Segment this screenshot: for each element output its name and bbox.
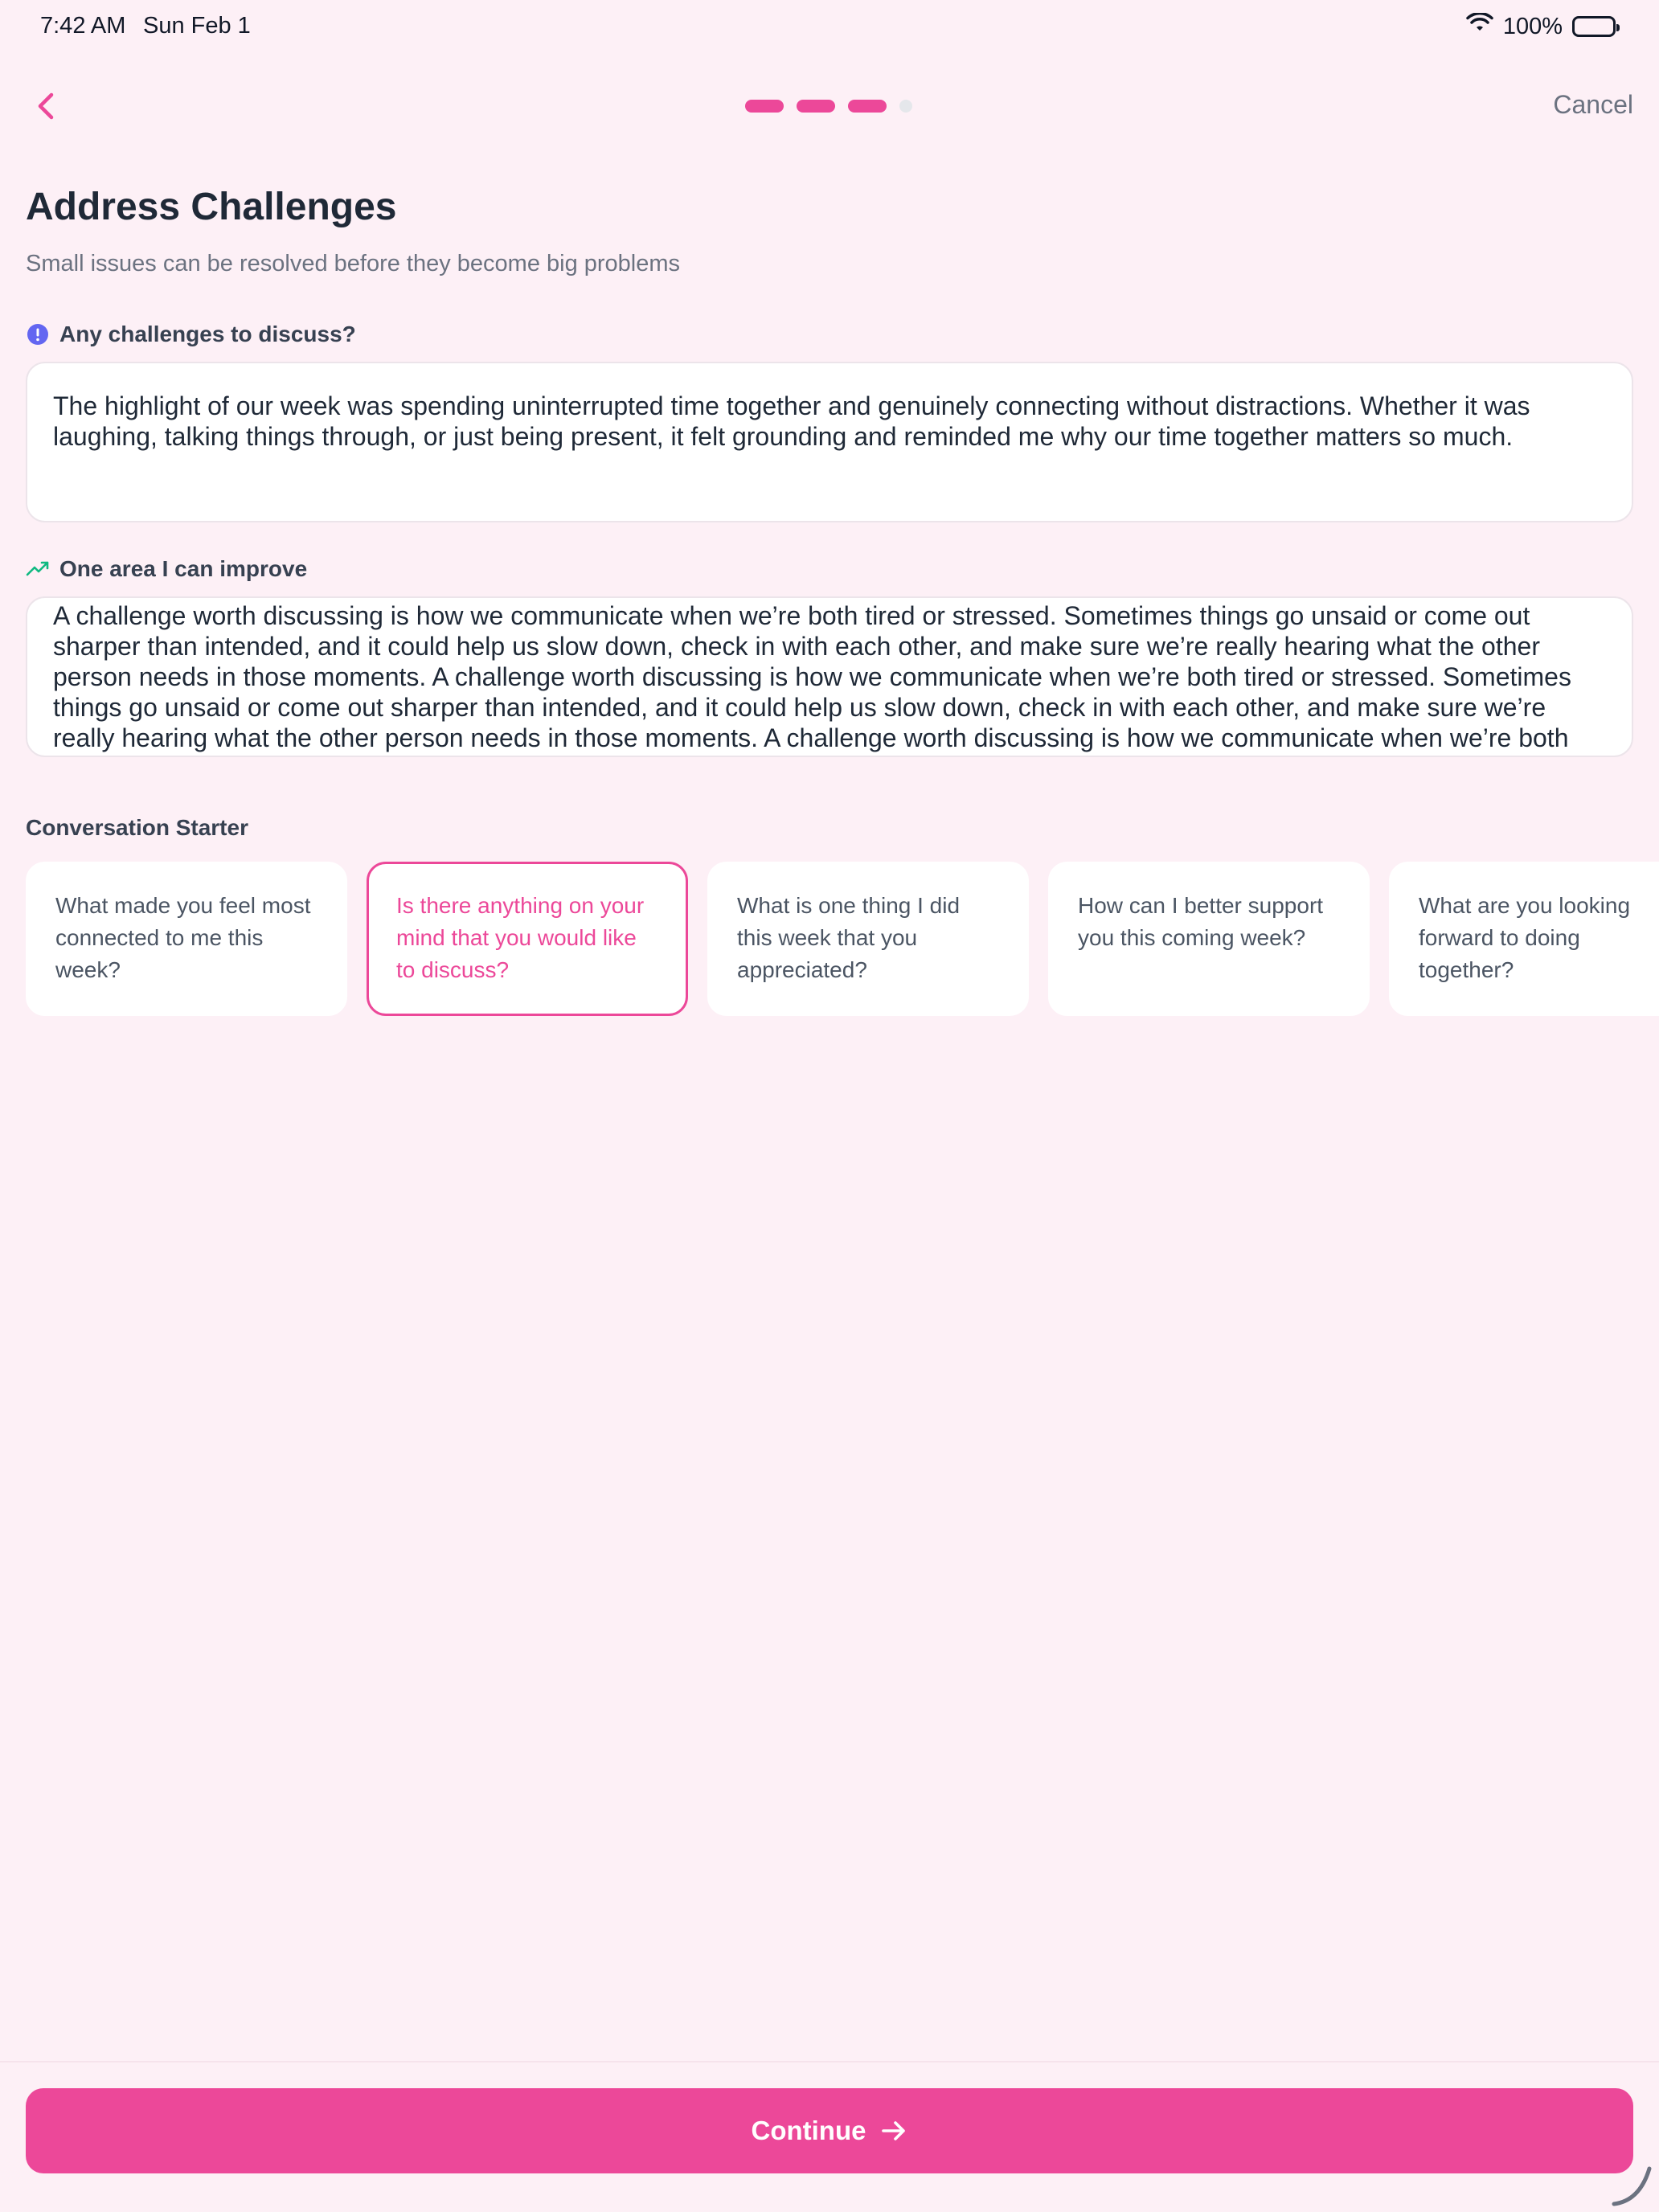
challenges-label-text: Any challenges to discuss? (59, 322, 356, 346)
status-time: 7:42 AM (40, 13, 126, 39)
alert-circle-icon (26, 322, 50, 346)
conversation-starter-title: Conversation Starter (26, 815, 248, 840)
improve-text: A challenge worth discussing is how we communicate when we’re both tired or stressed. Sometimes things go unsaid or come out sharper than intended, and it could help us slow down, check in with each other, and make sure we’re really hearing what the other person needs in those moments. A challenge worth discussing is how we communicate when we’re both tired or stressed. Sometimes things go unsaid or come out sharper than intended, and it could help us slow down, check in with each other, and make sure we’re really hearing what the other person needs in those moments. A challenge worth discussing is how we communicate when we’re both (53, 601, 1571, 752)
challenges-textarea[interactable] (26, 362, 1633, 522)
conversation-starter-carousel[interactable] (26, 862, 1659, 1016)
page-subtitle: Small issues can be resolved before they become big problems (26, 251, 681, 276)
status-indicators (1466, 13, 1616, 40)
conversation-starter-card[interactable]: What is one thing I did this week that you appreciated? (707, 862, 1029, 1016)
progress-step-pending (899, 100, 912, 113)
page-title: Address Challenges (26, 186, 397, 228)
battery-percent: 100% (1502, 13, 1563, 39)
nav-bar (0, 80, 1659, 132)
conversation-starter-card[interactable]: What are you looking forward to doing together? (1389, 862, 1659, 1016)
progress-step-complete (848, 100, 887, 113)
progress-step-complete (797, 100, 835, 113)
battery-icon (1572, 16, 1616, 37)
cancel-button[interactable]: Cancel (1553, 90, 1633, 119)
improve-textarea[interactable] (26, 596, 1633, 757)
challenges-text: The highlight of our week was spending uninterrupted time together and genuinely connecting without distractions. Whether it was laughing, talking things through, or just being present, it felt grounding and reminded me why our time together matters so much. (53, 391, 1530, 451)
continue-button[interactable] (26, 2088, 1633, 2173)
footer-divider (0, 2061, 1659, 2062)
improve-label (26, 556, 307, 582)
continue-label: Continue (751, 2116, 866, 2145)
back-button[interactable] (31, 88, 63, 124)
step-progress-indicator (745, 100, 912, 113)
trending-up-icon (26, 557, 50, 581)
improve-label-text: One area I can improve (59, 556, 308, 581)
progress-step-complete (745, 100, 784, 113)
challenges-label (26, 322, 356, 347)
arrow-right-icon (880, 2119, 907, 2143)
chevron-left-icon (31, 88, 63, 124)
conversation-starter-card[interactable]: How can I better support you this coming week? (1048, 862, 1370, 1016)
wifi-icon (1466, 13, 1493, 40)
conversation-starter-card[interactable]: Is there anything on your mind that you would like to discuss? (367, 862, 688, 1016)
status-date: Sun Feb 1 (143, 13, 251, 39)
status-bar (0, 0, 1659, 51)
conversation-starter-card[interactable]: What made you feel most connected to me this week? (26, 862, 347, 1016)
resize-handle-icon (1608, 2162, 1656, 2210)
